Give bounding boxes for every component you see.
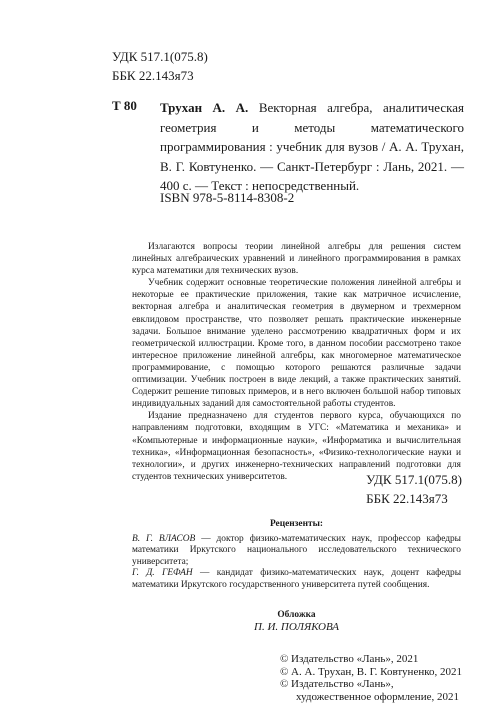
author-index-code: Т 80 xyxy=(112,98,137,113)
classification-top xyxy=(112,47,208,85)
annotation xyxy=(132,241,461,483)
bibliographic-text: Векторная алгебра, аналитическая геометрия и методы математического программирования : учебник для вузов / А. А. Трухан, В. Г. Ковтуненко. — Санкт-Петербург : Лань, 2021. — 400 с. — Текст : непосредственный. xyxy=(160,100,464,193)
udk-code: УДК 517.1(075.8) xyxy=(366,472,462,487)
udk-code: УДК 517.1(075.8) xyxy=(112,49,208,64)
cover-designer: П. И. ПОЛЯКОВА xyxy=(254,621,339,633)
bbk-code: ББК 22.143я73 xyxy=(366,491,448,506)
bibliographic-description xyxy=(160,98,464,196)
reviewers-block xyxy=(132,519,461,592)
annotation-paragraph: Издание предназначено для студентов первого курса, обучающихся по направлениям подготовки, входящим в УГС: «Математика и механика» и «Компьютерные и информационные науки», «Информатика и вычислительная техника», «Информационная безопасность», «Физико-технологические науки и технологии», и других инженерно-технических направлений подготовки для студентов технических университетов. xyxy=(132,411,461,482)
copyright-block xyxy=(280,653,462,703)
isbn: ISBN 978-5-8114-8308-2 xyxy=(160,190,295,205)
copyright-line: художественное оформление, 2021 xyxy=(295,690,459,703)
classification-bottom xyxy=(366,470,462,508)
copyright-line: © Издательство «Лань», 2021 xyxy=(279,653,419,665)
annotation-paragraph: Излагаются вопросы теории линейной алгебры для решения систем линейных алгебраических уравнений и линейного программирования в рамках курса математики для технических вузов. xyxy=(132,242,461,277)
cover-label: Обложка xyxy=(277,610,316,620)
reviewer-details: — доктор физико-математических наук, профессор кафедры математики Иркутского национального исследовательского технического университета; xyxy=(132,533,461,567)
author-name: Трухан А. А. xyxy=(160,100,249,115)
cover-credit xyxy=(132,609,461,633)
annotation-paragraph: Учебник содержит основные теоретические положения линейной алгебры и некоторые ее практические приложения, такие как матричное исчисление, векторная алгебра и аналитическая геометрия в двумерном и трехмерном евклидовом пространстве, что позволяет решать практические инженерные задачи. Большое внимание уделено рассмотрению квадратичных форм и их геометрической иллюстрации. Кроме того, в данном пособии рассмотрено такое интересное приложение линейной алгебры, как многомерное математическое программирование, с помощью которого решаются различные задачи оптимизации. Учебник построен в виде лекций, а также практических занятий. Содержит решение типовых примеров, и в него включен большой набор типовых индивидуальных заданий для самостоятельной работы студентов. xyxy=(132,278,461,410)
reviewer-details: — кандидат физико-математических наук, доцент кафедры математики Иркутского государственного университета путей сообщения. xyxy=(132,568,461,590)
reviewer-entry xyxy=(132,534,461,569)
reviewer-entry xyxy=(132,568,461,591)
reviewer-name: Г. Д. ГЕФАН xyxy=(132,568,193,579)
reviewers-title: Рецензенты: xyxy=(269,519,324,529)
reviewer-name: В. Г. ВЛАСОВ xyxy=(132,533,196,544)
copyright-line: © А. А. Трухан, В. Г. Ковтуненко, 2021 xyxy=(279,665,462,678)
copyright-line: © Издательство «Лань», xyxy=(279,678,394,690)
bbk-code: ББК 22.143я73 xyxy=(112,68,194,83)
